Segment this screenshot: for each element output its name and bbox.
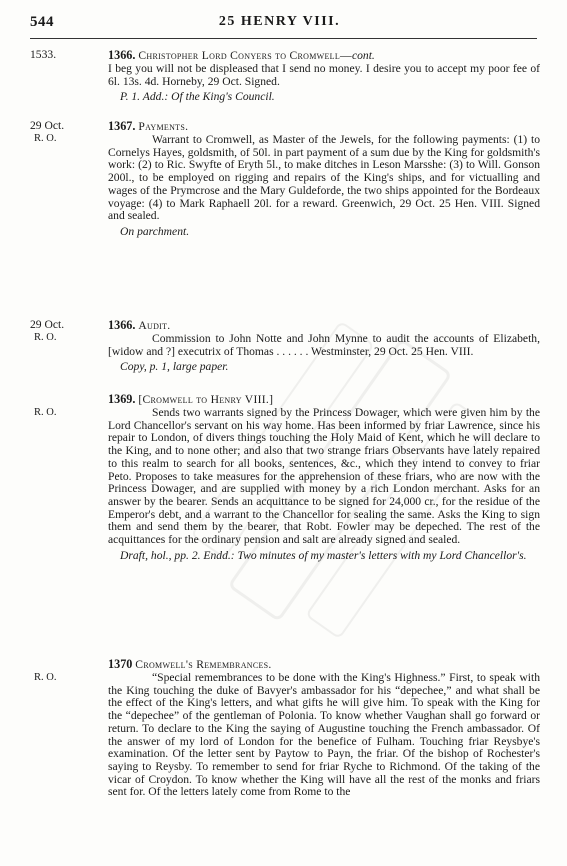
- entry-content: [108, 658, 540, 799]
- page-number: 544: [30, 14, 54, 30]
- entry-paragraph: Sends two warrants signed by the Princess Dowager, which were given him by the Lord Chancellor's servant on his way home. Has been informed by friar Lawrence, since his repair to London, of divers things touching the Holy Maid of Kent, which he will declare to the King, and to none other; and also that two strange friars Observants have lately repaired to this realm to search for all books, sentences, &c., which they intend to convey to friar Peto. Proposes to take measures for the apprehension of these friars, who are now with the Princess Dowager, and are supplied with money by a rich London merchant. Asks for an answer by the bearer. Sends an acquittance to be signed for 24,000 cr., for the residue of the Emperor's debt, and a warrant to the Chancellor for sealing the same. Asks the King to sign them and send them by the bearer, that Robt. Fowler may be depeched. The rest of the acquittances for the ordinary pension and salt are already signed and sealed.: [108, 406, 540, 547]
- entry-note: Draft, hol., pp. 2. Endd.: Two minutes of my master's letters with my Lord Chancellor's.: [120, 548, 527, 562]
- entry-margin: [30, 120, 106, 146]
- entry-content: [108, 319, 540, 374]
- entry-paragraph: Warrant to Cromwell, as Master of the Jewels, for the following payments: (1) to Cornelys Hayes, goldsmith, of 50l. in part payment of a sum due by the King for goldsmith's work: (2) to Ric. Swyfte of Eryth 5l., to make ditches in Leson Marsshe: (3) to Will. Gonson 200l., to be employed on rigging and repairs of the King's ships, and for victualling and wages of the Prymcrose and the Mary Guldeforde, the two ships appointed for the Bordeaux voyage: (4) to Mark Raphaell 20l. for a reward. Greenwich, 29 Oct. 25 Hen. VIII. Signed and sealed.: [108, 133, 540, 223]
- margin-source: R. O.: [34, 672, 57, 683]
- margin-year: 1533.: [30, 48, 57, 61]
- entry-body: [108, 407, 540, 562]
- running-title: 25 HENRY VIII.: [218, 14, 341, 29]
- entry-margin: [30, 407, 106, 420]
- entry-content: [108, 393, 540, 562]
- running-header: [30, 14, 529, 34]
- entry-content: [108, 49, 540, 104]
- entry-title: Cromwell's Remembrances.: [135, 658, 272, 671]
- header-rule: [30, 38, 537, 39]
- entry-note: Copy, p. 1, large paper.: [120, 360, 229, 374]
- entry-content: [108, 120, 540, 239]
- entry-body: [108, 333, 540, 374]
- entry-title: Audit.: [138, 319, 171, 332]
- entry-margin: [30, 672, 106, 685]
- margin-source: R. O.: [34, 407, 57, 418]
- entry-title: Payments.: [138, 120, 189, 133]
- margin-date: 29 Oct.: [30, 119, 65, 132]
- entry-body: [108, 63, 540, 104]
- margin-date: 29 Oct.: [30, 318, 65, 331]
- entry-number: 1369.: [108, 392, 136, 406]
- entry-body: [108, 672, 540, 799]
- entry-heading: [108, 319, 540, 332]
- margin-source: R. O.: [34, 132, 57, 144]
- entry-title: Christopher Lord Conyers to Cromwell—: [138, 49, 352, 62]
- entry-paragraph: “Special remembrances to be done with the King's Highness.” First, to speak with the King touching the duke of Bavyer's ambassador for his “depechee,” and what shall be the effect of the King's letters, and what gifts he will give him. To speak with the King for the “depechee” of the gentleman of Polonia. To know whether Vaughan shall go forward or return. To declare to the King the saying of Augustine touching the French ambassador. Of the answer of my lord of London for the benefice of Fulham. Touching friar Reysbye's examination. Of the letter sent by Paytow to Payn, the friar. Of the bishop of Rochester's saying to Reysby. To remember to send for friar Ryche to Richmond. Of the taking of the vicar of Croydon. To know whether the King will have all the rest of the monks and friars sent for. Of the letters lately come from Rome to the: [108, 671, 540, 799]
- entry-heading: [108, 658, 540, 671]
- entry-title: [Cromwell to Henry VIII.]: [138, 393, 274, 406]
- entry-paragraph: I beg you will not be displeased that I send no money. I desire you to accept my poor fee of 6l. 13s. 4d. Horneby, 29 Oct. Signed.: [108, 62, 540, 88]
- entry-margin: [30, 49, 106, 62]
- entry-number: 1366.: [108, 318, 136, 332]
- entry-number: 1366.: [108, 48, 136, 62]
- entry-note: P. 1. Add.: Of the King's Council.: [120, 90, 275, 104]
- entry-number: 1370: [108, 657, 133, 671]
- entry-title-suffix: cont.: [351, 49, 375, 62]
- margin-source: R. O.: [34, 331, 57, 343]
- entry-heading: [108, 49, 540, 62]
- entry-heading: [108, 393, 540, 406]
- entry-number: 1367.: [108, 119, 136, 133]
- entry-paragraph: Commission to John Notte and John Mynne to audit the accounts of Elizabeth, [widow and ?] executrix of Thomas . . . . . . Westminster, 29 Oct. 25 Hen. VIII.: [108, 332, 540, 358]
- entry-note: On parchment.: [120, 224, 190, 238]
- entry-margin: [30, 319, 106, 345]
- entry-body: [108, 134, 540, 239]
- entry-heading: [108, 120, 540, 133]
